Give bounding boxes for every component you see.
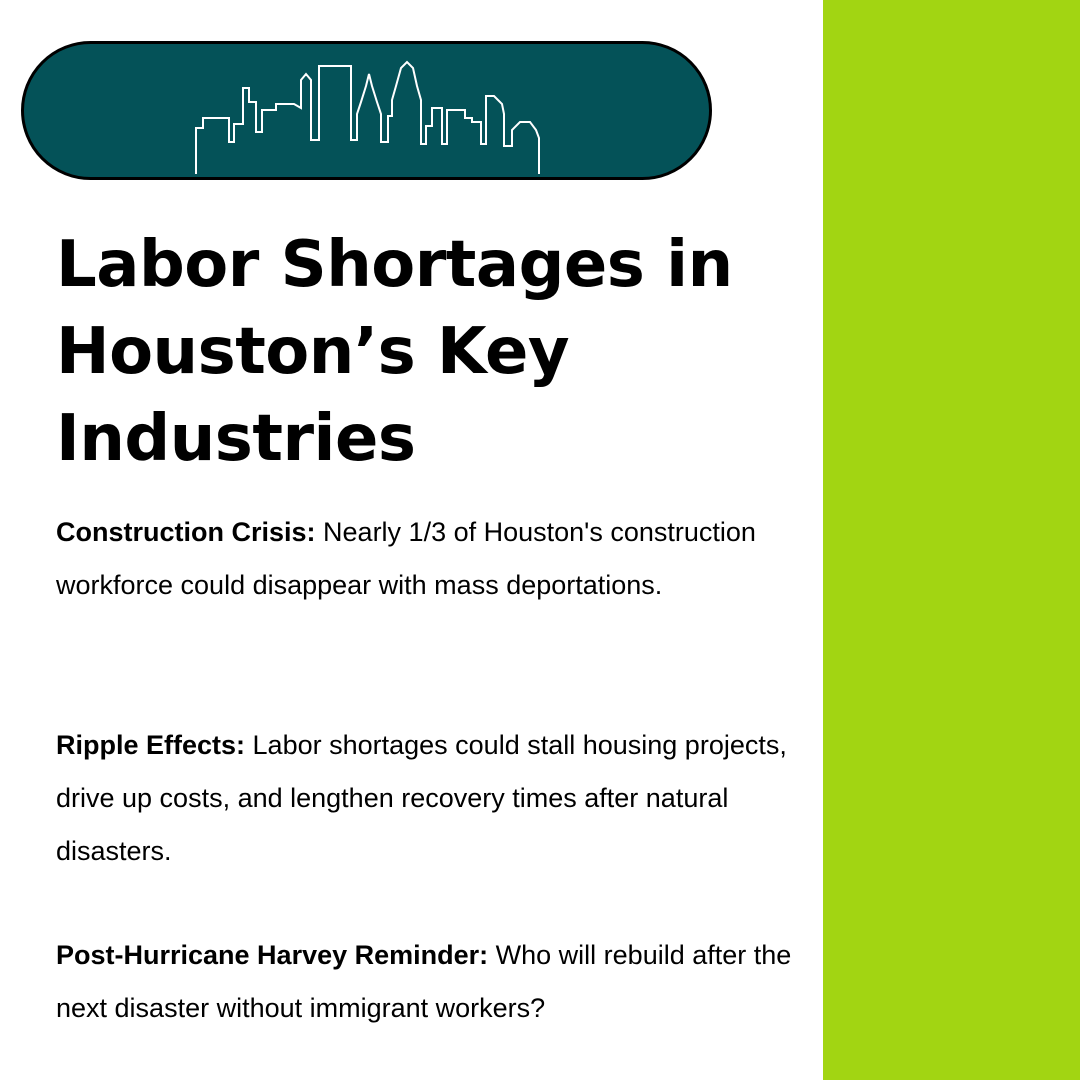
construction-crisis-paragraph [56,506,796,612]
title-line-1: Labor Shortages in [56,228,733,302]
ripple-effects-paragraph [56,719,796,878]
page-title [56,222,816,483]
title-line-3: Industries [56,402,416,476]
ripple-effects-text: Labor shortages could stall housing projects, drive up costs, and lengthen recovery times after natural disasters. [56,730,787,866]
harvey-reminder-paragraph [56,929,796,1035]
harvey-reminder-text: Who will rebuild after the next disaster without immigrant workers? [56,940,792,1023]
harvey-reminder-heading: Post-Hurricane Harvey Reminder: [56,940,489,970]
title-line-2: Houston’s Key [56,315,570,389]
construction-crisis-heading: Construction Crisis: [56,517,316,547]
construction-crisis-text: Nearly 1/3 of Houston's construction workforce could disappear with mass deportations. [56,517,756,600]
ripple-effects-heading: Ripple Effects: [56,730,246,760]
header-banner [21,41,712,180]
city-skyline-icon [174,52,574,177]
green-side-bar [823,0,1080,1080]
